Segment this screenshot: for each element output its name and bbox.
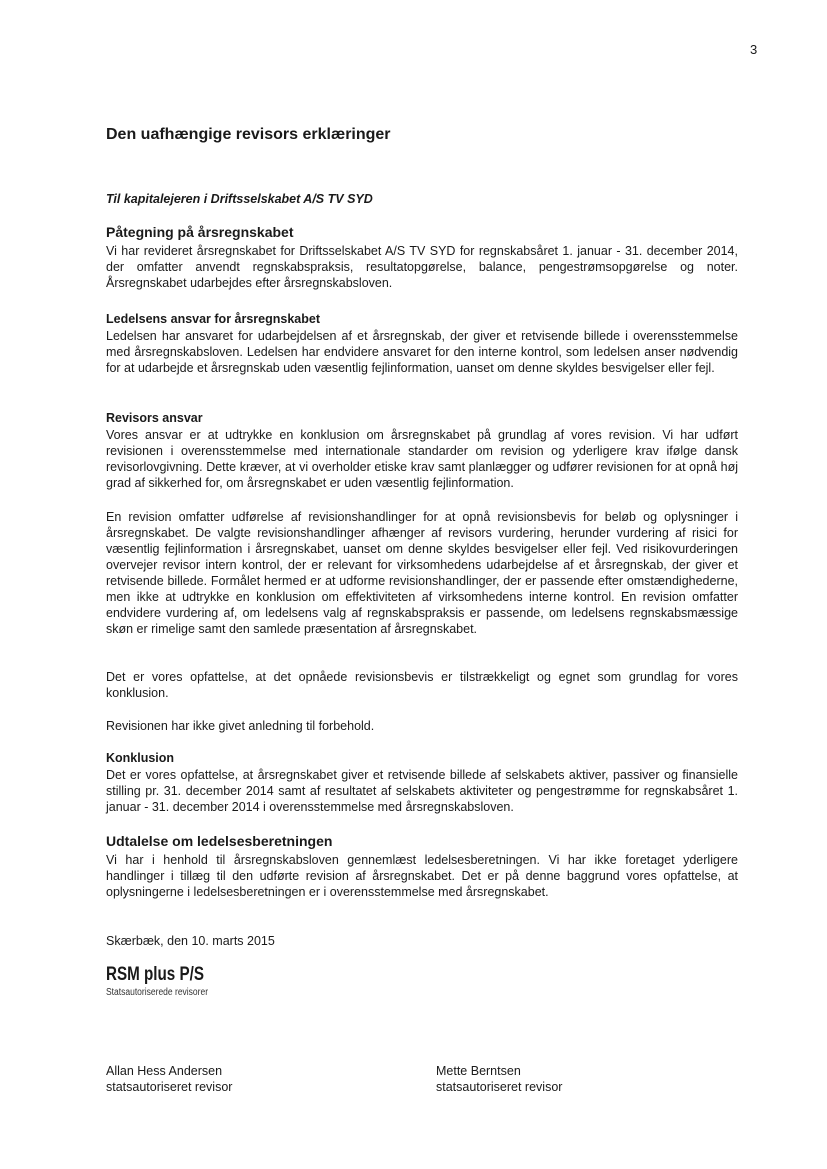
- section-ledelsens-ansvar: [106, 312, 738, 376]
- section-text: Ledelsen har ansvaret for udarbejdelsen af et årsregnskab, der giver et retvisende billede i overensstemmelse med årsregnskabsloven. Ledelsen har endvidere ansvaret for den interne kontrol, som ledelsen anser nødvendig for at udarbejde et årsregnskab uden væsentlig fejlinformation, uanset om denne skyldes besvigelser eller fejl.: [106, 329, 738, 375]
- signer-title: statsautoriseret revisor: [106, 1080, 233, 1094]
- section-text: Vores ansvar er at udtrykke en konklusion om årsregnskabet på grundlag af vores revision. Vi har udført revisionen i overensstemmelse med internationale standarder om revision og yderligere krav ifølge dansk revisorlovgivning. Dette kræver, at vi overholder etiske krav samt planlægger og udfører revisionen for at opnå høj grad af sikkerhed for, om årsregnskabet er uden væsentlig fejlinformation.: [106, 428, 738, 490]
- section-text: Det er vores opfattelse, at det opnåede revisionsbevis er tilstrækkeligt og egnet som grundlag for vores konklusion.: [106, 670, 738, 700]
- section-revisors-ansvar-p2: [106, 509, 738, 637]
- section-konklusion: [106, 751, 738, 815]
- section-text: En revision omfatter udførelse af revisionshandlinger for at opnå revisionsbevis for beløb og oplysninger i årsregnskabet. De valgte revisionshandlinger afhænger af revisors vurdering, herunder vurdering af risici for væsentlig fejlinformation i årsregnskabet, uanset om denne skyldes besvigelser eller fejl. Ved risikovurderingen overvejer revisor intern kontrol, der er relevant for virksomhedens udarbejdelse af et årsregnskab, der giver et retvisende billede. Formålet hermed er at udforme revisionshandlinger, der er passende efter omstændighederne, men ikke at udtrykke en konklusion om effektiviteten af virksomhedens interne kontrol. En revision omfatter endvidere vurdering af, om ledelsens valg af regnskabspraksis er passende, om ledelsens regnskabsmæssige skøn er rimelige samt den samlede præsentation af årsregnskabet.: [106, 510, 738, 636]
- section-udtalelse: [106, 833, 738, 900]
- section-paategning: [106, 224, 738, 291]
- section-text: Det er vores opfattelse, at årsregnskabet giver et retvisende billede af selskabets aktiver, passiver og finansielle stilling pr. 31. december 2014 samt af resultatet af selskabets aktiviteter og pengestrømme for regnskabsåret 1. januar - 31. december 2014 i overensstemmelse med årsregnskabsloven.: [106, 768, 738, 814]
- firm-subtitle: Statsautoriserede revisorer: [106, 987, 209, 998]
- firm-logo: [106, 964, 228, 998]
- section-text: Vi har i henhold til årsregnskabsloven gennemlæst ledelsesberetningen. Vi har ikke foretaget yderligere handlinger i tillæg til den udførte revision af årsregnskabet. Det er på denne baggrund vores opfattelse, at oplysningerne i ledelsesberetningen er i overensstemmelse med årsregnskabet.: [106, 853, 738, 899]
- firm-name: RSM plus P/S: [106, 964, 204, 985]
- section-heading: Konklusion: [106, 751, 175, 765]
- section-heading: Påtegning på årsregnskabet: [106, 224, 294, 240]
- section-text: Revisionen har ikke givet anledning til forbehold.: [106, 719, 375, 733]
- section-revisors-ansvar: [106, 411, 738, 491]
- signer-1: [106, 1063, 232, 1095]
- signer-2: [436, 1063, 562, 1095]
- section-revisors-ansvar-p3: [106, 669, 738, 701]
- section-revisors-ansvar-p4: [106, 718, 738, 734]
- addressee: Til kapitalejeren i Driftsselskabet A/S TV SYD: [106, 192, 373, 206]
- signer-title: statsautoriseret revisor: [436, 1080, 563, 1094]
- signer-name: Mette Berntsen: [436, 1064, 521, 1078]
- section-text: Vi har revideret årsregnskabet for Driftsselskabet A/S TV SYD for regnskabsåret 1. januar - 31. december 2014, der omfatter anvendt regnskabspraksis, resultatopgørelse, balance, pengestrømsopgørelse og noter. Årsregnskabet udarbejdes efter årsregnskabsloven.: [106, 244, 738, 290]
- section-heading: Revisors ansvar: [106, 411, 203, 425]
- page-number: 3: [750, 42, 758, 57]
- place-date: Skærbæk, den 10. marts 2015: [106, 934, 275, 948]
- document-title: Den uafhængige revisors erklæringer: [106, 126, 391, 143]
- section-heading: Udtalelse om ledelsesberetningen: [106, 833, 333, 849]
- section-heading: Ledelsens ansvar for årsregnskabet: [106, 312, 320, 326]
- signer-name: Allan Hess Andersen: [106, 1064, 223, 1078]
